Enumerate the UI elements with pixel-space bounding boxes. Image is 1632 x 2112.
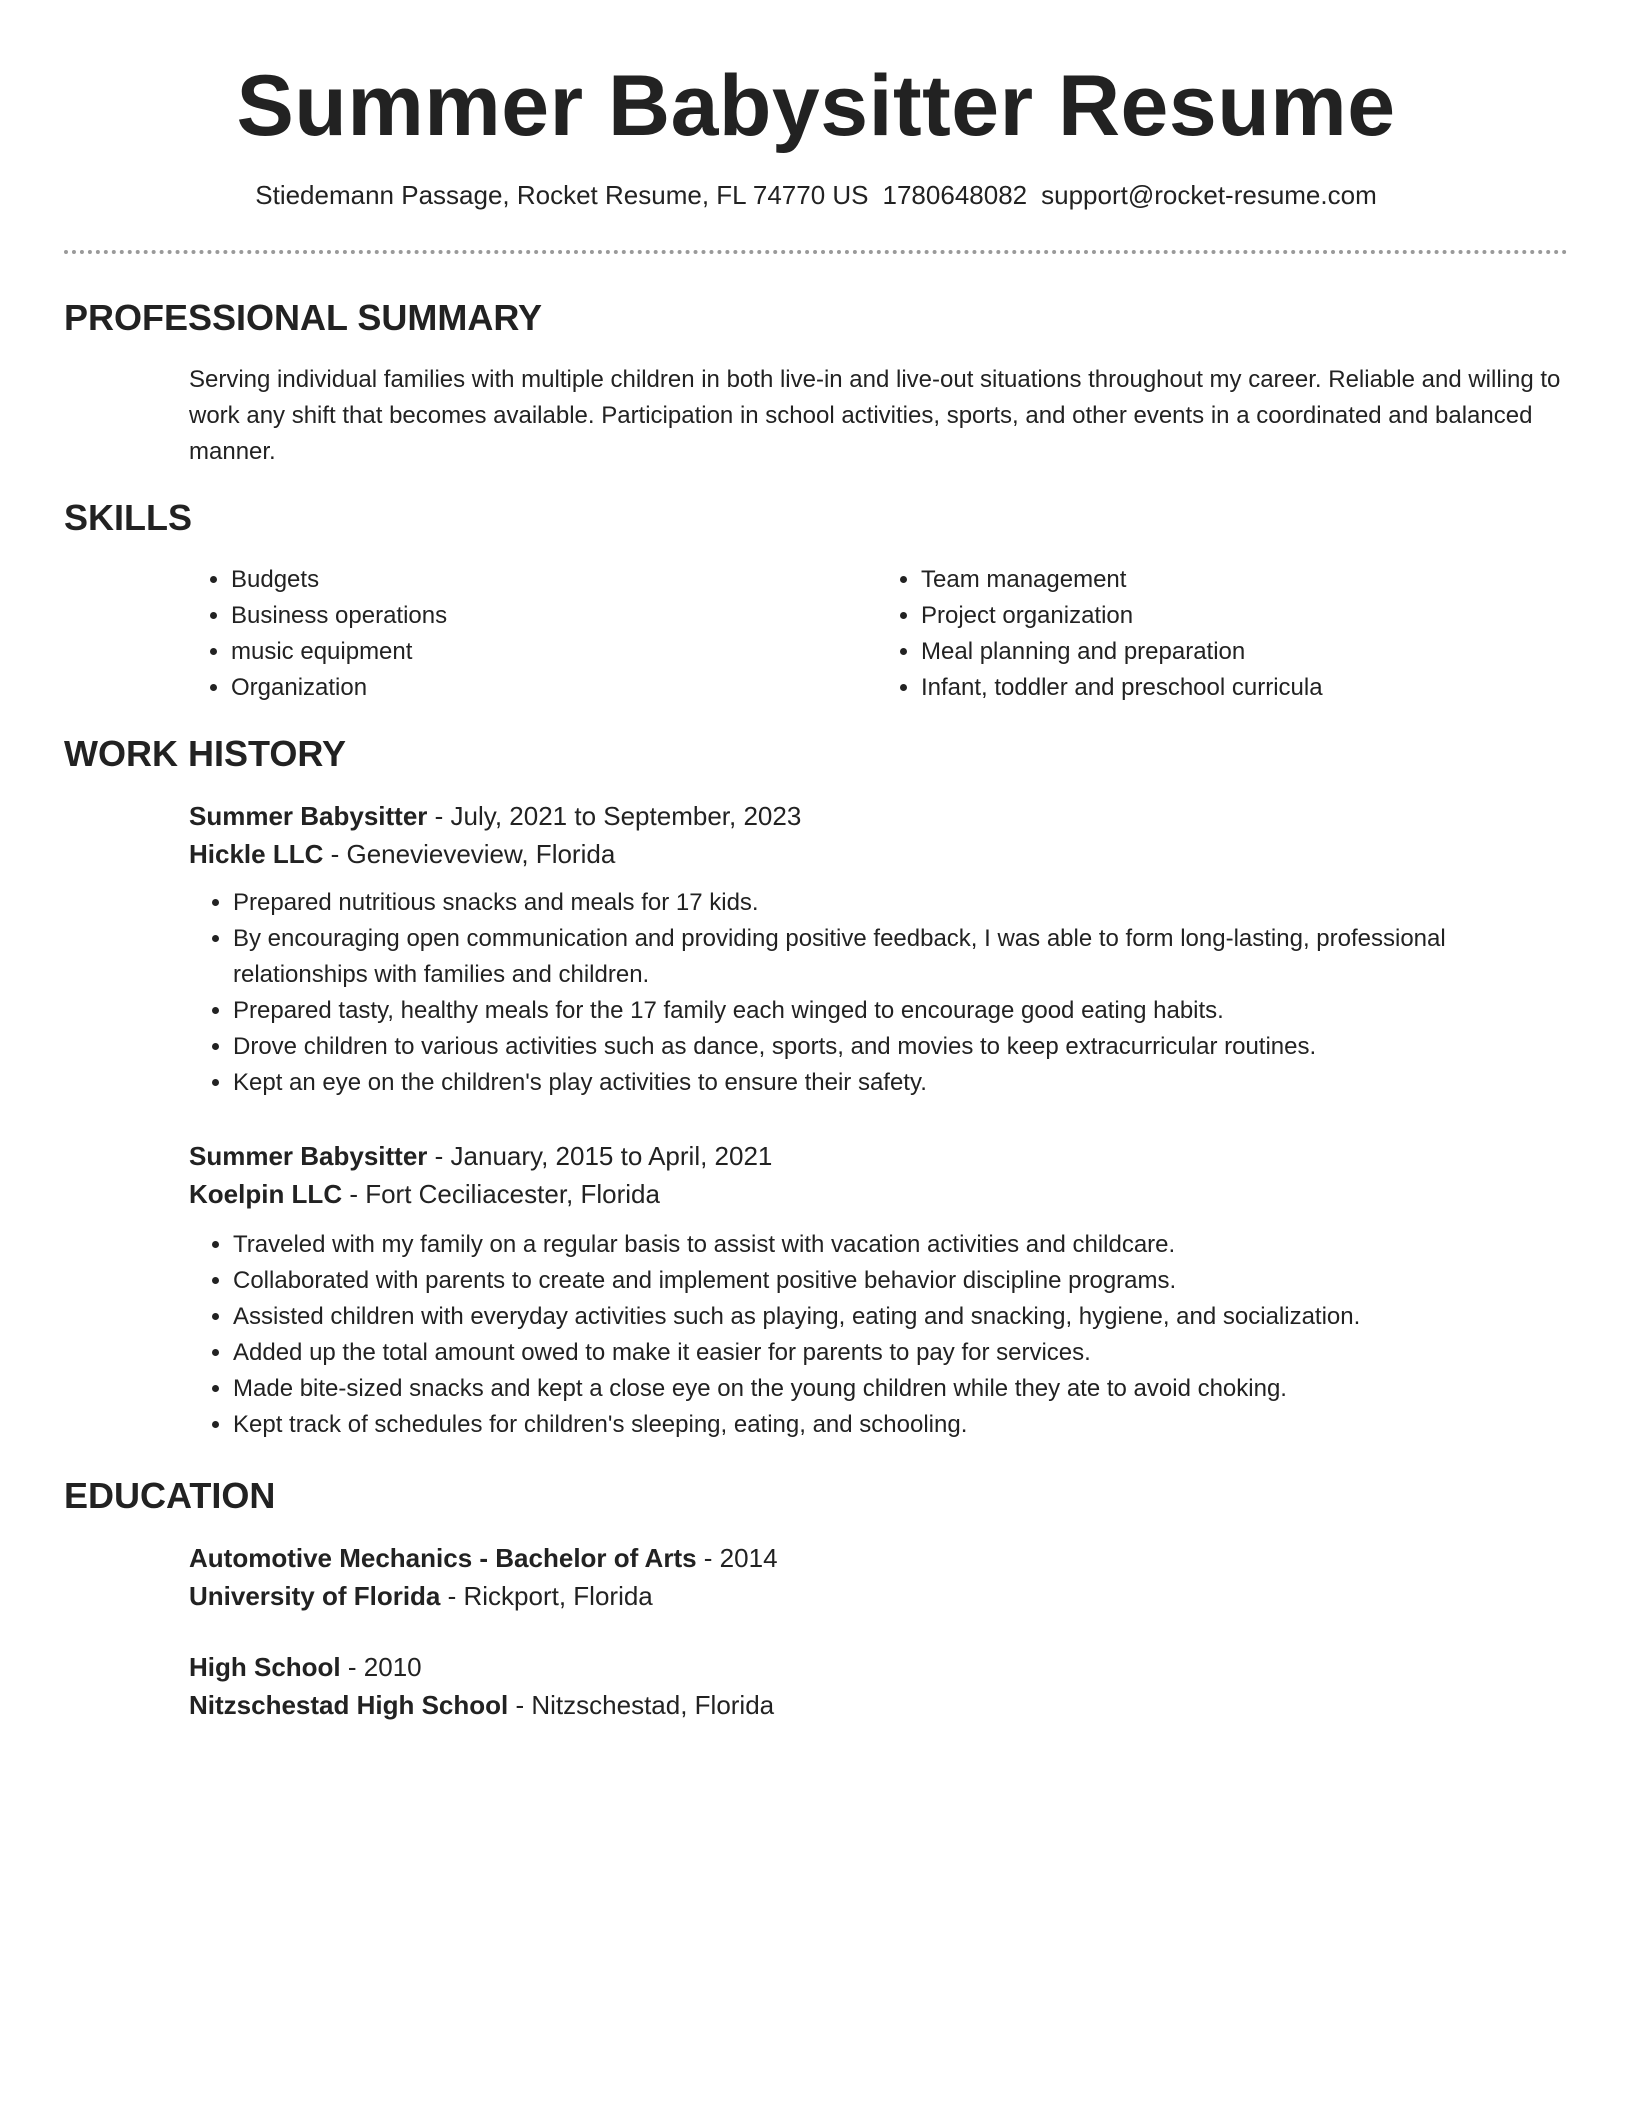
job-bullet: • Kept an eye on the children's play activities to ensure their safety. — [233, 1065, 1569, 1101]
job-bullet: • Drove children to various activities such as dance, sports, and movies to keep extracurricular routines. — [233, 1029, 1569, 1065]
job-title: Summer Babysitter — [189, 801, 428, 831]
education-year: - 2014 — [696, 1543, 778, 1573]
job-title: Summer Babysitter — [189, 1141, 428, 1171]
job-entry — [189, 797, 1569, 1101]
job-bullet: • Prepared nutritious snacks and meals for 17 kids. — [233, 885, 1569, 921]
job-bullet: • Added up the total amount owed to make it easier for parents to pay for services. — [233, 1335, 1569, 1371]
job-company-line — [189, 1175, 1569, 1213]
education-school-line — [189, 1686, 1569, 1724]
job-bullet: • Prepared tasty, healthy meals for the 17 family each winged to encourage good eating habits. — [233, 993, 1569, 1029]
education-degree: High School — [189, 1652, 341, 1682]
education-location: - Rickport, Florida — [440, 1581, 653, 1611]
skill-item: • Infant, toddler and preschool curricula — [921, 670, 1567, 706]
resume-title: Summer Babysitter Resume — [236, 58, 1396, 154]
job-bullet: • Traveled with my family on a regular basis to assist with vacation activities and childcare. — [233, 1227, 1569, 1263]
education-entry — [189, 1648, 1569, 1724]
job-dates: - January, 2015 to April, 2021 — [427, 1141, 773, 1171]
summary-heading: PROFESSIONAL SUMMARY — [64, 297, 543, 338]
job-company-line — [189, 835, 1569, 873]
skill-item: • Organization — [231, 670, 877, 706]
job-bullet: • Kept track of schedules for children's sleeping, eating, and schooling. — [233, 1407, 1569, 1443]
skill-item: • music equipment — [231, 634, 877, 670]
job-company: Hickle LLC — [189, 839, 324, 869]
header-divider — [64, 250, 1568, 254]
contact-address: Stiedemann Passage, Rocket Resume, FL 74770 US — [255, 180, 869, 210]
job-bullets — [189, 885, 1569, 1101]
skill-item: • Project organization — [921, 598, 1567, 634]
contact-line — [0, 178, 1632, 212]
job-bullet: • Assisted children with everyday activities such as playing, eating and snacking, hygiene, and socialization. — [233, 1299, 1569, 1335]
job-title-line — [189, 797, 1569, 835]
job-dates: - July, 2021 to September, 2023 — [427, 801, 802, 831]
summary-text: Serving individual families with multiple children in both live-in and live-out situations throughout my career. Reliable and willing to work any shift that becomes available. Participation in school activities, sports, and other events in a coordinated and balanced manner. — [189, 366, 1561, 465]
job-bullet: • Collaborated with parents to create and implement positive behavior discipline programs. — [233, 1263, 1569, 1299]
skills-column-left — [187, 562, 877, 706]
education-heading: EDUCATION — [64, 1475, 276, 1516]
skill-item: • Meal planning and preparation — [921, 634, 1567, 670]
skill-item: • Budgets — [231, 562, 877, 598]
skills-list — [187, 562, 1567, 706]
skills-heading: SKILLS — [64, 497, 193, 538]
job-location: - Fort Ceciliacester, Florida — [342, 1179, 660, 1209]
skills-column-right — [877, 562, 1567, 706]
education-degree-line — [189, 1648, 1569, 1686]
job-company: Koelpin LLC — [189, 1179, 343, 1209]
education-degree: Automotive Mechanics - Bachelor of Arts — [189, 1543, 697, 1573]
education-degree-line — [189, 1539, 1569, 1577]
education-school: University of Florida — [189, 1581, 441, 1611]
summary-section — [189, 362, 1569, 470]
job-entry — [189, 1137, 1569, 1443]
job-bullet: • Made bite-sized snacks and kept a close eye on the young children while they ate to avoid choking. — [233, 1371, 1569, 1407]
work-heading: WORK HISTORY — [64, 733, 347, 774]
education-year: - 2010 — [340, 1652, 422, 1682]
job-bullets — [189, 1227, 1569, 1443]
education-entry — [189, 1539, 1569, 1615]
contact-email: support@rocket-resume.com — [1041, 180, 1377, 210]
skill-item: • Business operations — [231, 598, 877, 634]
job-location: - Genevieveview, Florida — [323, 839, 616, 869]
education-school-line — [189, 1577, 1569, 1615]
contact-phone: 1780648082 — [882, 180, 1028, 210]
job-bullet: • By encouraging open communication and providing positive feedback, I was able to form long-lasting, professional relationships with families and children. — [233, 921, 1569, 993]
job-title-line — [189, 1137, 1569, 1175]
education-location: - Nitzschestad, Florida — [508, 1690, 775, 1720]
education-school: Nitzschestad High School — [189, 1690, 509, 1720]
skill-item: • Team management — [921, 562, 1567, 598]
